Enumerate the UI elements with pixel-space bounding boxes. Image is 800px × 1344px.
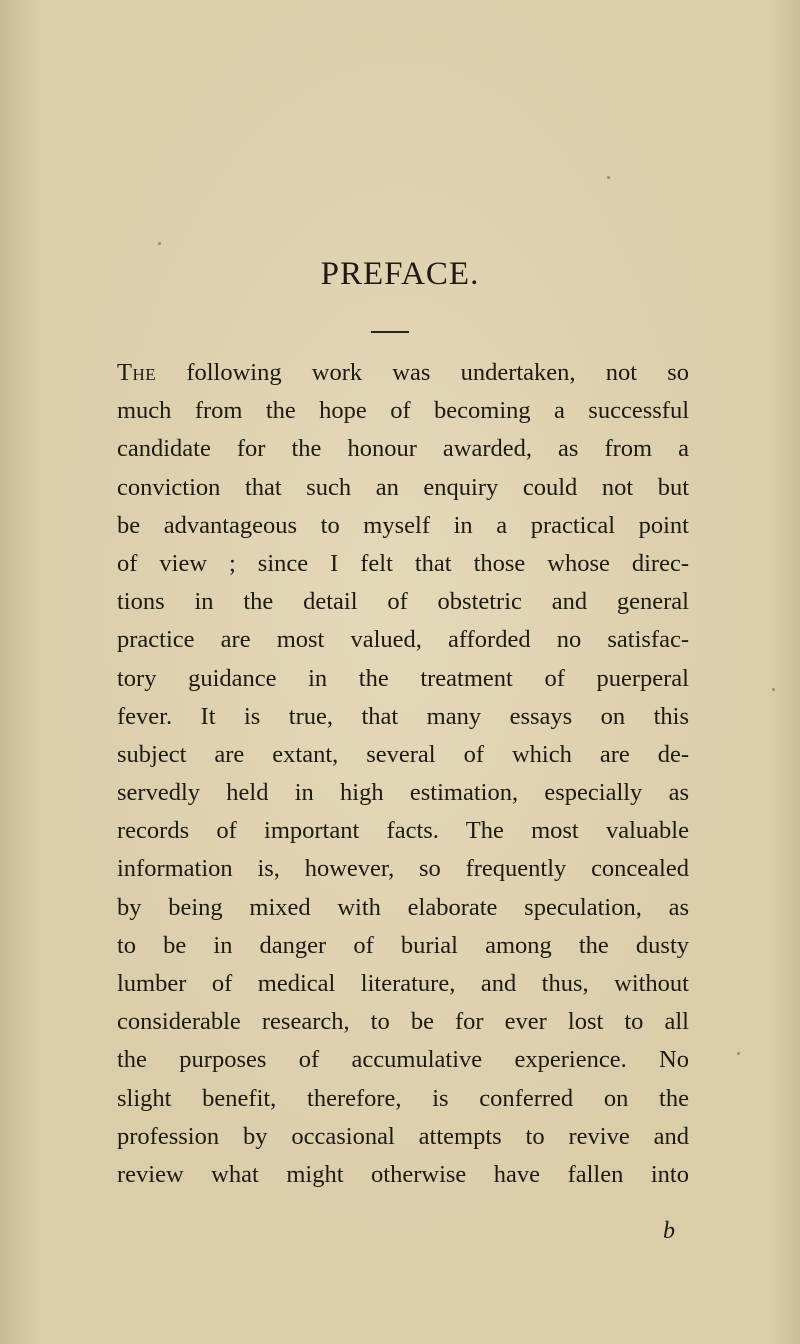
- paper-speck: [772, 688, 775, 691]
- text-line: to be in danger of burial among the dusty: [117, 931, 689, 959]
- first-word: The: [117, 359, 157, 386]
- text-line: servedly held in high estimation, especially as: [117, 779, 689, 807]
- preface-body: [117, 354, 689, 1194]
- text-line: profession by occasional attempts to revive and: [117, 1122, 689, 1150]
- text-line: slight benefit, therefore, is conferred on the: [117, 1084, 689, 1112]
- text-line: candidate for the honour awarded, as from a: [117, 435, 689, 463]
- text-line: The following work was undertaken, not so: [117, 359, 689, 386]
- title-divider: [371, 331, 409, 333]
- text-line: by being mixed with elaborate speculation, as: [117, 893, 689, 921]
- text-line: practice are most valued, afforded no satisfac-: [117, 626, 689, 654]
- text-line: much from the hope of becoming a successful: [117, 397, 689, 425]
- text-line: review what might otherwise have fallen into: [117, 1160, 689, 1188]
- text-line: records of important facts. The most valuable: [117, 817, 689, 845]
- signature-mark: b: [663, 1218, 675, 1244]
- paper-speck: [737, 1052, 740, 1055]
- paper-speck: [607, 176, 610, 179]
- text-line: of view ; since I felt that those whose direc-: [117, 549, 689, 577]
- text-line: information is, however, so frequently concealed: [117, 855, 689, 883]
- text-line: be advantageous to myself in a practical point: [117, 511, 689, 539]
- text-line: tory guidance in the treatment of puerperal: [117, 664, 689, 692]
- page-title: PREFACE.: [320, 256, 480, 292]
- text-line: lumber of medical literature, and thus, without: [117, 970, 689, 997]
- text-line: subject are extant, several of which are de-: [117, 740, 689, 768]
- text-line: fever. It is true, that many essays on this: [117, 702, 689, 730]
- text-line: tions in the detail of obstetric and general: [117, 588, 689, 616]
- text-line: conviction that such an enquiry could not but: [117, 473, 689, 501]
- text-line: considerable research, to be for ever lost to all: [117, 1008, 689, 1036]
- paper-speck: [158, 242, 161, 245]
- text-line: the purposes of accumulative experience. No: [117, 1046, 689, 1074]
